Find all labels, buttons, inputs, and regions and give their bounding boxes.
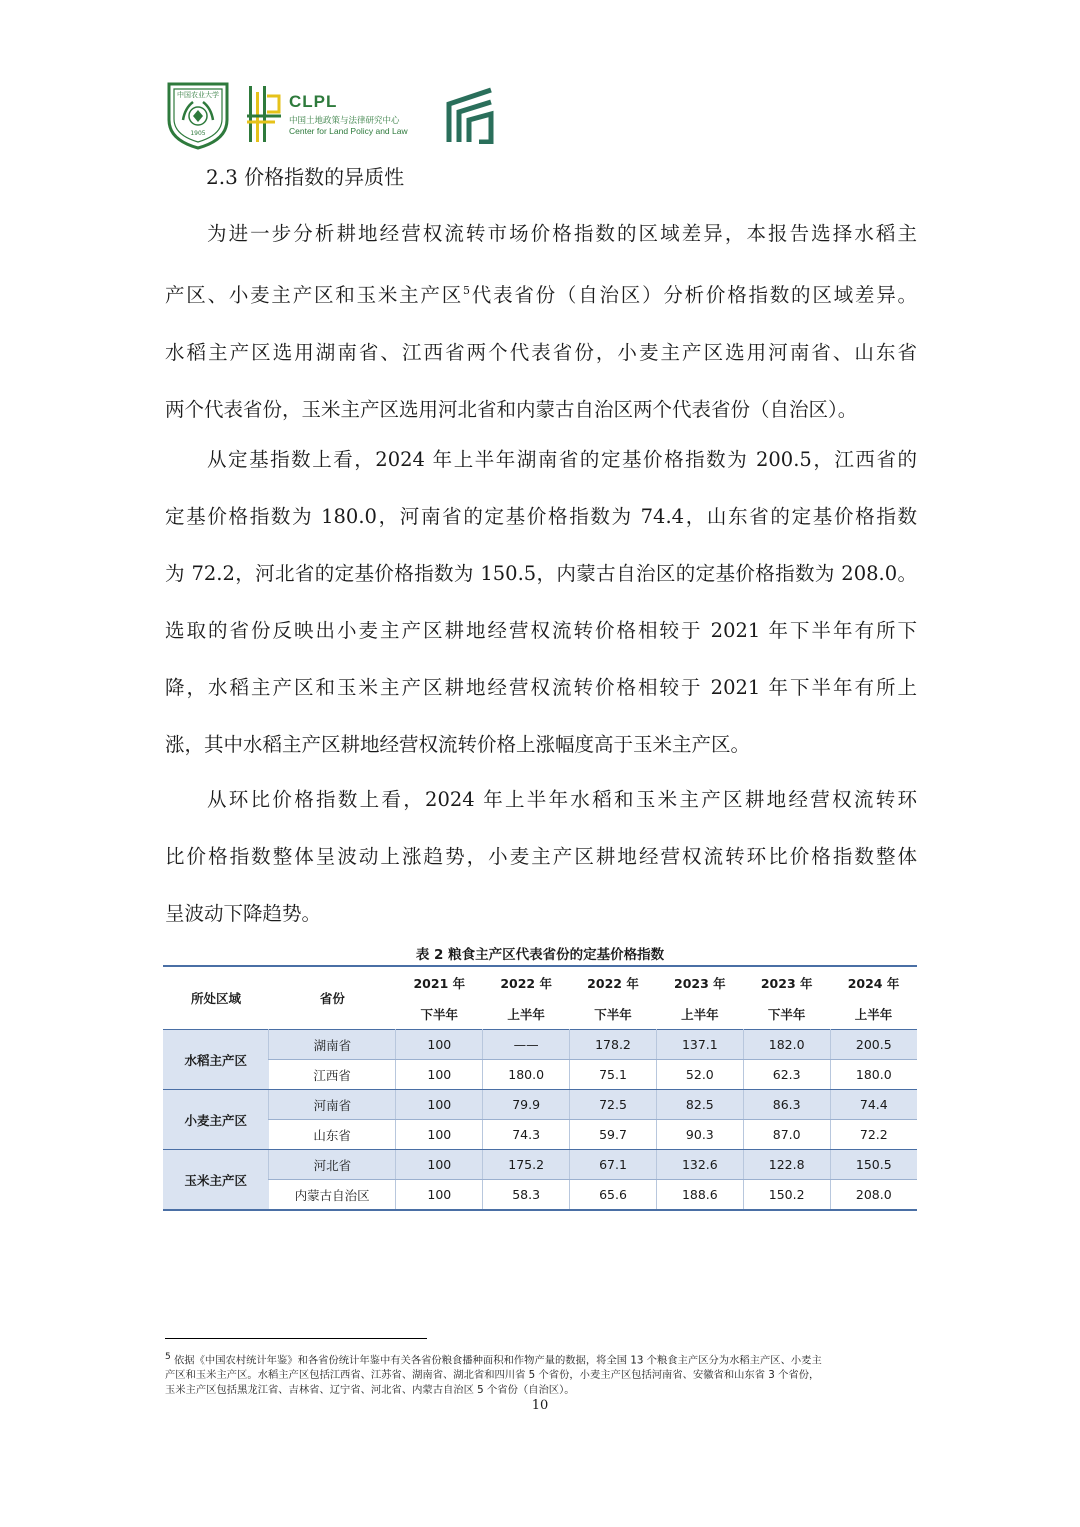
value-cell: 79.9 — [483, 1090, 570, 1120]
svg-text:中国农业大学: 中国农业大学 — [177, 91, 219, 99]
table-row — [163, 1120, 917, 1150]
clpl-logo — [245, 82, 425, 146]
clpl-mark-icon — [245, 82, 285, 146]
column-header-half: 下半年 — [420, 1006, 459, 1022]
region-cell: 小麦主产区 — [163, 1090, 269, 1150]
text-segment: 产区、小麦主产区和玉米主产区 — [165, 283, 463, 307]
province-cell: 河北省 — [269, 1150, 396, 1180]
value-cell: 188.6 — [656, 1180, 743, 1211]
value-cell: 100 — [396, 1120, 483, 1150]
university-seal-icon — [163, 80, 233, 150]
province-cell: 山东省 — [269, 1120, 396, 1150]
paragraph-line: 降，水稻主产区和玉米主产区耕地经营权流转价格相较于 2021 年下半年有所上 — [165, 676, 917, 699]
value-cell: 59.7 — [570, 1120, 657, 1150]
footnote-line: 玉米主产区包括黑龙江省、吉林省、辽宁省、河北省、内蒙古自治区 5 个省份（自治区）。 — [165, 1384, 575, 1397]
value-cell: 178.2 — [570, 1030, 657, 1060]
section-heading: 2.3 价格指数的异质性 — [206, 165, 405, 189]
column-header-year: 2021 年 — [413, 975, 466, 991]
value-cell: 87.0 — [743, 1120, 830, 1150]
value-cell: 74.3 — [483, 1120, 570, 1150]
value-cell: 132.6 — [656, 1150, 743, 1180]
table-row — [163, 1090, 917, 1120]
value-cell: 100 — [396, 1180, 483, 1211]
province-cell: 湖南省 — [269, 1030, 396, 1060]
column-header-year: 2022 年 — [500, 975, 552, 991]
table-row — [163, 1150, 917, 1180]
clpl-english-name: Center for Land Policy and Law — [289, 126, 408, 136]
value-cell: 150.5 — [830, 1150, 917, 1180]
institute-logo-icon — [445, 84, 495, 144]
paragraph-line: 为进一步分析耕地经营权流转市场价格指数的区域差异，本报告选择水稻主 — [207, 222, 917, 245]
value-cell: 52.0 — [656, 1060, 743, 1090]
paragraph-line: 定基价格指数为 180.0，河南省的定基价格指数为 74.4，山东省的定基价格指数 — [165, 505, 917, 528]
value-cell: 62.3 — [743, 1060, 830, 1090]
table-row — [163, 1030, 917, 1060]
table-row — [163, 1060, 917, 1090]
footnote-divider — [165, 1338, 427, 1339]
column-header-province: 省份 — [319, 991, 345, 1006]
price-index-table — [163, 965, 917, 1211]
column-header-half: 下半年 — [767, 1006, 806, 1022]
region-cell: 水稻主产区 — [163, 1030, 269, 1090]
paragraph-line: 两个代表省份，玉米主产区选用河北省和内蒙古自治区两个代表省份（自治区）。 — [165, 397, 858, 421]
value-cell: 180.0 — [830, 1060, 917, 1090]
paragraph-line: 从环比价格指数上看，2024 年上半年水稻和玉米主产区耕地经营权流转环 — [207, 788, 917, 811]
value-cell: 122.8 — [743, 1150, 830, 1180]
value-cell: 100 — [396, 1090, 483, 1120]
paragraph-line: 选取的省份反映出小麦主产区耕地经营权流转价格相较于 2021 年下半年有所下 — [165, 619, 917, 642]
page-number: 10 — [531, 1398, 549, 1413]
text-segment: 代表省份（自治区）分析价格指数的区域差异。 — [470, 283, 917, 307]
paragraph-line: 呈波动下降趋势。 — [165, 902, 322, 925]
column-header-region: 所处区域 — [190, 991, 241, 1006]
text-segment: 依据《中国农村统计年鉴》和各省份统计年鉴中有关各省份粮食播种面积和作物产量的数据，将全国 13 个粮食主产区分为水稻主产区、小麦主 — [170, 1354, 822, 1367]
svg-text:1905: 1905 — [190, 130, 206, 137]
value-cell: 208.0 — [830, 1180, 917, 1211]
province-cell: 河南省 — [269, 1090, 396, 1120]
value-cell: 72.2 — [830, 1120, 917, 1150]
province-cell: 内蒙古自治区 — [269, 1180, 396, 1211]
footnote-marker: 5 — [463, 284, 470, 297]
value-cell: 65.6 — [570, 1180, 657, 1211]
value-cell: —— — [483, 1030, 570, 1060]
clpl-chinese-name: 中国土地政策与法律研究中心 — [289, 116, 400, 126]
paragraph-1 — [165, 205, 917, 438]
column-header-half: 上半年 — [507, 1006, 545, 1022]
footnote-line: 产区和玉米主产区。水稻主产区包括江西省、江苏省、湖南省、湖北省和四川省 5 个省份，小麦主产区包括河南省、安徽省和山东省 3 个省份， — [165, 1369, 820, 1382]
column-header-half: 下半年 — [594, 1006, 632, 1022]
column-header-year: 2024 年 — [847, 975, 900, 991]
province-cell: 江西省 — [269, 1060, 396, 1090]
value-cell: 100 — [396, 1150, 483, 1180]
column-header-half: 上半年 — [681, 1006, 719, 1022]
column-header-year: 2023 年 — [674, 975, 726, 991]
clpl-title: CLPL — [289, 92, 338, 111]
value-cell: 180.0 — [483, 1060, 570, 1090]
paragraph-line: 为 72.2，河北省的定基价格指数为 150.5，内蒙古自治区的定基价格指数为 208.0。 — [165, 562, 917, 585]
value-cell: 72.5 — [570, 1090, 657, 1120]
paragraph-line: 水稻主产区选用湖南省、江西省两个代表省份，小麦主产区选用河南省、山东省 — [165, 340, 917, 364]
paragraph-line — [165, 262, 917, 324]
value-cell: 86.3 — [743, 1090, 830, 1120]
region-cell: 玉米主产区 — [163, 1150, 269, 1211]
value-cell: 175.2 — [483, 1150, 570, 1180]
value-cell: 150.2 — [743, 1180, 830, 1211]
paragraph-line: 从定基指数上看，2024 年上半年湖南省的定基价格指数为 200.5，江西省的 — [207, 448, 917, 471]
column-header-half: 上半年 — [854, 1006, 893, 1022]
footnote — [165, 1350, 917, 1398]
value-cell: 58.3 — [483, 1180, 570, 1211]
table-row — [163, 1180, 917, 1211]
value-cell: 182.0 — [743, 1030, 830, 1060]
footnote-number: 5 — [165, 1352, 171, 1362]
value-cell: 200.5 — [830, 1030, 917, 1060]
value-cell: 137.1 — [656, 1030, 743, 1060]
value-cell: 74.4 — [830, 1090, 917, 1120]
value-cell: 100 — [396, 1030, 483, 1060]
column-header-year: 2022 年 — [587, 975, 639, 991]
footnote-line — [165, 1350, 917, 1368]
table-caption: 表 2 粮食主产区代表省份的定基价格指数 — [415, 947, 665, 963]
value-cell: 82.5 — [656, 1090, 743, 1120]
value-cell: 75.1 — [570, 1060, 657, 1090]
paragraph-2 — [165, 431, 917, 773]
value-cell: 90.3 — [656, 1120, 743, 1150]
paragraph-3 — [165, 771, 917, 942]
paragraph-line: 涨，其中水稻主产区耕地经营权流转价格上涨幅度高于玉米主产区。 — [165, 733, 751, 756]
paragraph-line: 比价格指数整体呈波动上涨趋势，小麦主产区耕地经营权流转环比价格指数整体 — [165, 845, 917, 868]
value-cell: 67.1 — [570, 1150, 657, 1180]
column-header-year: 2023 年 — [760, 975, 813, 991]
value-cell: 100 — [396, 1060, 483, 1090]
